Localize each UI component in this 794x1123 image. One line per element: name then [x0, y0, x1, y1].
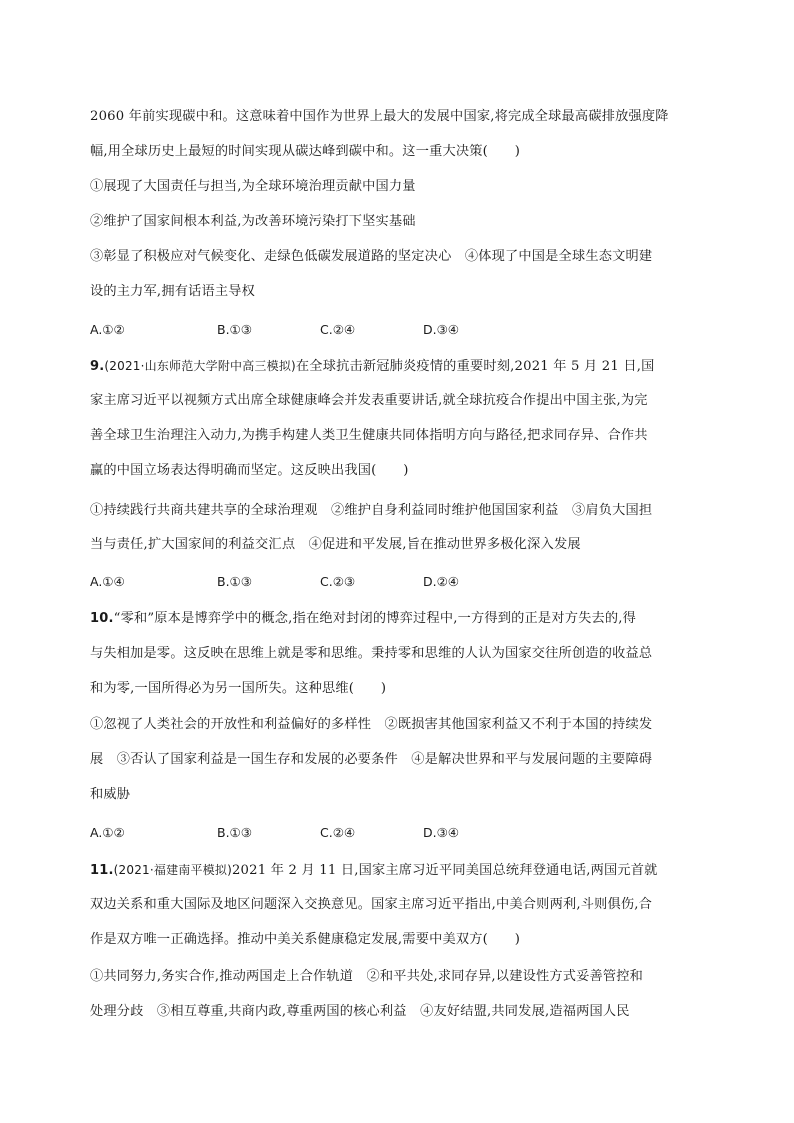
q9-number: 9. — [90, 359, 105, 374]
q10-option-b: B.①③ — [217, 825, 252, 840]
q11-statement-1: ①共同努力,务实合作,推动两国走上合作轨道 ②和平共处,求同存异,以建设性方式妥善管控和 — [90, 969, 644, 984]
q11-stem-line-2: 双边关系和重大国际及地区问题深入交换意见。国家主席习近平指出,中美合则两利,斗则俱伤,合 — [90, 897, 653, 912]
q8-statement-4: 设的主力军,拥有话语主导权 — [90, 284, 256, 299]
q10-statement-2: 展 ③否认了国家利益是一国生存和发展的必要条件 ④是解决世界和平与发展问题的主要障碍 — [90, 752, 653, 767]
q10-stem-line-3: 和为零,一国所得必为另一国所失。这种思维( ) — [90, 681, 387, 696]
q10-number: 10. — [90, 611, 114, 626]
q10-statement-1: ①忽视了人类社会的开放性和利益偏好的多样性 ②既损害其他国家利益又不利于本国的持续发 — [90, 717, 653, 732]
q9-statement-1: ①持续践行共商共建共享的全球治理观 ②维护自身利益同时维护他国国家利益 ③肩负大国担 — [90, 503, 653, 518]
q8-statement-3: ③彰显了积极应对气候变化、走绿色低碳发展道路的坚定决心 ④体现了中国是全球生态文明建 — [90, 249, 653, 264]
q11-stem-line-1 — [90, 861, 658, 880]
q8-stem-line-2: 幅,用全球历史上最短的时间实现从碳达峰到碳中和。这一重大决策( ) — [90, 144, 521, 159]
q11-stem-text-1: 2021 年 2 月 11 日,国家主席习近平同美国总统拜登通电话,两国元首就 — [231, 863, 658, 878]
q11-source: (2021·福建南平模拟) — [113, 863, 232, 877]
q9-stem-line-4: 赢的中国立场表达得明确而坚定。这反映出我国( ) — [90, 463, 409, 478]
q10-option-a: A.①② — [90, 825, 125, 840]
q10-stem-line-1 — [90, 610, 636, 628]
q8-statement-2: ②维护了国家间根本利益,为改善环境污染打下坚实基础 — [90, 214, 416, 229]
q8-option-d: D.③④ — [423, 322, 460, 337]
q8-statement-1: ①展现了大国责任与担当,为全球环境治理贡献中国力量 — [90, 179, 416, 194]
q9-stem-line-3: 善全球卫生治理注入动力,为携手构建人类卫生健康共同体指明方向与路径,把求同存异、合作共 — [90, 428, 648, 443]
q9-statement-2: 当与责任,扩大国家间的利益交汇点 ④促进和平发展,旨在推动世界多极化深入发展 — [90, 537, 581, 552]
q9-option-c: C.②③ — [320, 574, 356, 589]
q9-stem-line-2: 家主席习近平以视频方式出席全球健康峰会并发表重要讲话,就全球抗疫合作提出中国主张,为完 — [90, 393, 648, 408]
q10-stem-text-1: “零和”原本是博弈学中的概念,指在绝对封闭的博弈过程中,一方得到的正是对方失去的,得 — [113, 611, 637, 626]
q9-option-a: A.①④ — [90, 574, 125, 589]
q10-stem-line-2: 与失相加是零。这反映在思维上就是零和思维。秉持零和思维的人认为国家交往所创造的收益总 — [90, 646, 653, 661]
q8-stem-line-1: 2060 年前实现碳中和。这意味着中国作为世界上最大的发展中国家,将完成全球最高碳排放强度降 — [90, 109, 669, 124]
q8-option-c: C.②④ — [320, 322, 356, 337]
q9-option-b: B.①③ — [217, 574, 252, 589]
q11-number: 11. — [90, 863, 114, 878]
q9-stem-text-1: 在全球抗击新冠肺炎疫情的重要时刻,2021 年 5 月 21 日,国 — [295, 359, 655, 374]
q9-source: (2021·山东师范大学附中高三模拟) — [104, 359, 296, 373]
q8-option-b: B.①③ — [217, 322, 252, 337]
q10-option-d: D.③④ — [423, 825, 460, 840]
q8-option-a: A.①② — [90, 322, 125, 337]
q9-stem-line-1 — [90, 357, 655, 376]
q9-option-d: D.②④ — [423, 574, 460, 589]
q10-option-c: C.②④ — [320, 825, 356, 840]
q11-stem-line-3: 作是双方唯一正确选择。推动中美关系健康稳定发展,需要中美双方( ) — [90, 932, 521, 947]
q10-statement-3: 和威胁 — [90, 787, 131, 802]
q11-statement-2: 处理分歧 ③相互尊重,共商内政,尊重两国的核心利益 ④友好结盟,共同发展,造福两国人民 — [90, 1004, 630, 1019]
